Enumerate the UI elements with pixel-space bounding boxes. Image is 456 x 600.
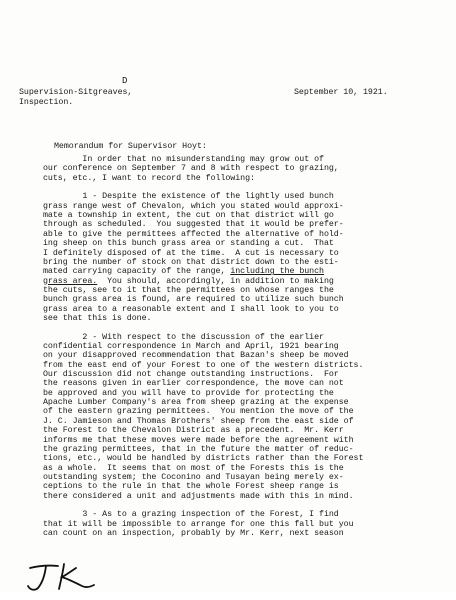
- body-line: 2 - With respect to the discussion of the earlier: [43, 332, 324, 342]
- body-line: on your disapproved recommendation that Bazan's sheep be moved: [43, 351, 349, 361]
- body-line: tions, etc., would be handled by districts rather than the Forest: [43, 454, 364, 464]
- body-line: that it will be impossible to arrange for one this fall but you: [43, 519, 354, 529]
- body-line-text: You should, accordingly, in addition to making: [97, 276, 334, 286]
- body-line: grass area to a reasonable extent and I shall look to you to: [43, 304, 339, 314]
- body-line: ceptions to the rule in that the whole Forest sheep range is: [43, 482, 339, 492]
- body-line: the reasons given in earlier correspondence, the move can not: [43, 379, 344, 389]
- body-line: the cuts, see to it that the permittees on whose ranges the: [43, 285, 334, 295]
- body-line: J. C. Jamieson and Thomas Brothers' sheep from the east side of: [43, 416, 354, 426]
- body-line: grass range west of Chevalon, which you stated would approxi-: [43, 201, 344, 211]
- body-line: as a whole. It seems that on most of the Forests this is the: [43, 463, 344, 473]
- memo-date: September 10, 1921.: [294, 88, 388, 97]
- body-line-with-underline: [43, 277, 334, 286]
- body-line: through as scheduled. You suggested that it would be prefer-: [43, 220, 344, 230]
- body-line: our conference on September 7 and 8 with respect to grazing,: [43, 164, 339, 174]
- underlined-phrase: grass area.: [43, 276, 98, 286]
- body-line: of the eastern grazing permittees. You mention the move of the: [43, 407, 354, 417]
- body-line: be approved and you will have to provide for protecting the: [43, 388, 334, 398]
- body-line: can count on an inspection, probably by Mr. Kerr, next season: [43, 529, 344, 538]
- body-line: cuts, etc., I want to record the following:: [43, 173, 255, 183]
- body-line: mate a township in extent, the cut on that district will go: [43, 211, 334, 221]
- body-line: confidential correspondence in March and April, 1921 bearing: [43, 342, 339, 351]
- body-line: from the east end of your Forest to one of the western districts.: [43, 360, 364, 370]
- office-line-2: Inspection.: [19, 98, 74, 107]
- body-line: Our discussion did not change outstanding instructions. For: [43, 370, 339, 380]
- body-line: outstanding system; the Coconino and Tusayan being merely ex-: [43, 472, 344, 482]
- body-line: there considered a unit and adjustments made with this in mind.: [43, 491, 354, 501]
- body-line: 3 - As to a grazing inspection of the Forest, I find: [43, 510, 339, 520]
- body-line: bunch grass area is found, are required to utilize such bunch: [43, 295, 344, 305]
- memo-mark: D: [122, 76, 128, 86]
- body-line: able to give the permittees affected the alternative of hold-: [43, 229, 344, 239]
- body-line-with-underline: [43, 267, 324, 276]
- body-line: bring the number of stock on that district down to the esti-: [43, 257, 339, 267]
- handwritten-signature-icon: [24, 560, 96, 594]
- body-line: I definitely disposed of at the time. A cut is necessary to: [43, 248, 339, 258]
- body-line-text: mated carrying capacity of the range,: [43, 267, 231, 277]
- body-line: 1 - Despite the existence of the lightly used bunch: [43, 192, 334, 202]
- body-line: ing sheep on this bunch grass area or standing a cut. That: [43, 239, 334, 249]
- body-line: informs me that these moves were made before the agreement with: [43, 435, 354, 445]
- body-line: Apache Lumber Company's area from sheep grazing at the expense: [43, 398, 349, 408]
- scan-bottom-margin: [0, 592, 456, 600]
- body-line: the grazing permittees, that in the future the matter of reduc-: [43, 444, 354, 454]
- body-line: the Forest to the Chevalon District as a precedent. Mr. Kerr: [43, 426, 344, 436]
- underlined-phrase: including the bunch: [230, 267, 324, 277]
- office-line-1: Supervision-Sitgreaves,: [19, 88, 133, 97]
- salutation: Memorandum for Supervisor Hoyt:: [54, 142, 207, 151]
- body-line: see that this is done.: [43, 313, 152, 323]
- body-line: In order that no misunderstanding may grow out of: [43, 155, 324, 164]
